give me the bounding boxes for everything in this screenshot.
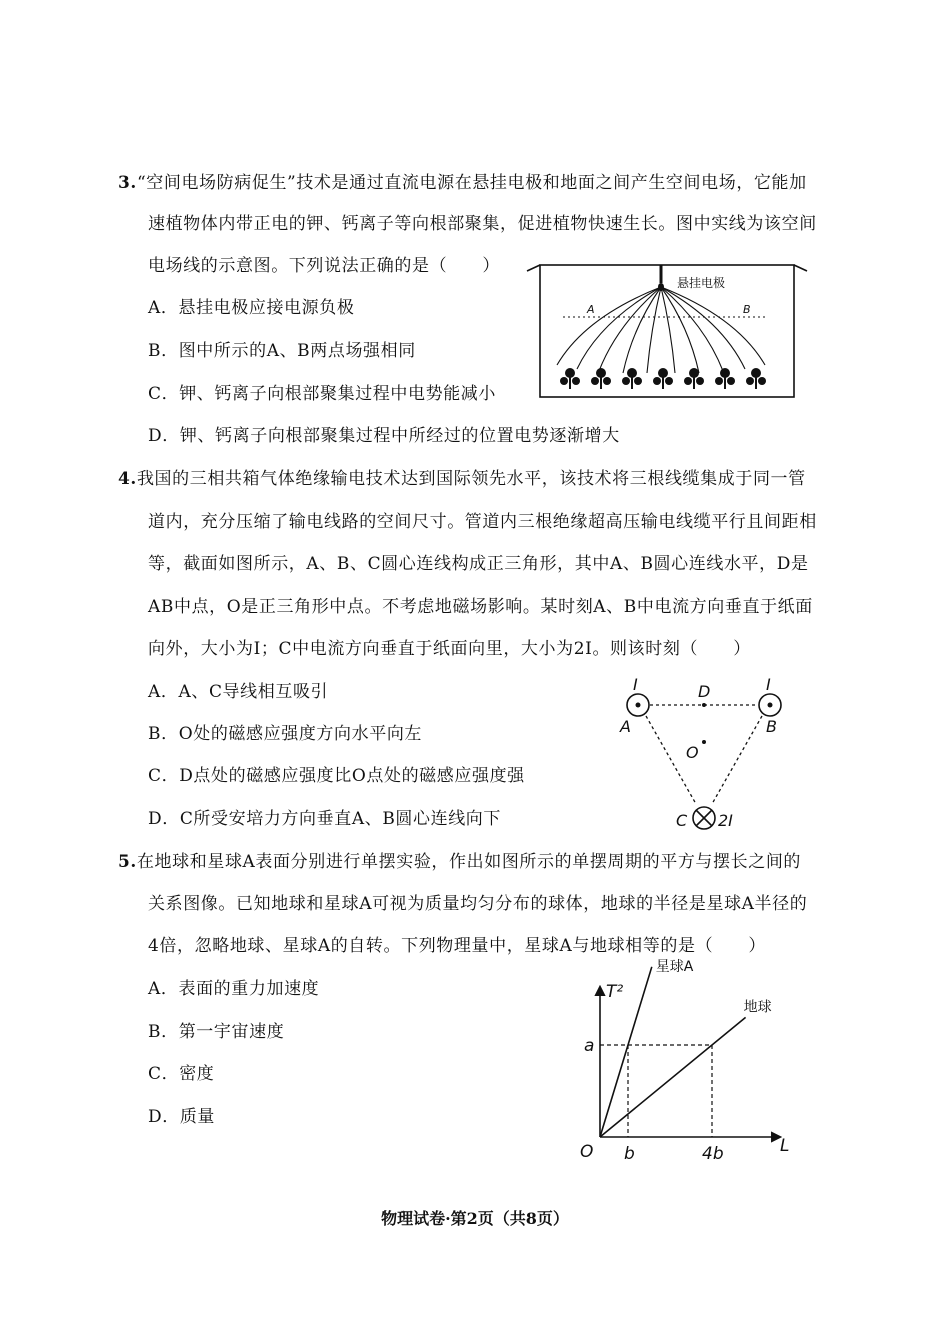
q4-option-b: B．O处的磁感应强度方向水平向左 bbox=[148, 724, 423, 744]
q5-option-d: D．质量 bbox=[148, 1107, 216, 1127]
q4-wires-figure bbox=[610, 670, 800, 840]
q3-electrode-tip bbox=[658, 283, 664, 291]
q4-label-c: C bbox=[676, 811, 688, 830]
q4-option-c: C．D点处的磁感应强度比O点处的磁感应强度强 bbox=[148, 766, 525, 786]
q5-option-b: B．第一宇宙速度 bbox=[148, 1022, 285, 1042]
q4-current-b: I bbox=[766, 675, 771, 694]
q4-current-a: I bbox=[633, 675, 638, 694]
q4-line-bc bbox=[712, 716, 762, 804]
q5-option-c: C．密度 bbox=[148, 1064, 215, 1084]
q3-box-right-lip bbox=[794, 265, 807, 271]
q3-option-c: C．钾、钙离子向根部聚集过程中电势能减小 bbox=[148, 384, 497, 404]
q4-line-4: AB中点，O是正三角形中点。不考虑地磁场影响。某时刻A、B中电流方向垂直于纸面 bbox=[148, 597, 813, 617]
y-axis-label: T² bbox=[606, 982, 624, 1002]
q5-line-2: 关系图像。已知地球和星球A可视为质量均匀分布的球体，地球的半径是星球A半径的 bbox=[148, 894, 808, 914]
plant-icon bbox=[684, 368, 704, 389]
y-tick-label-0: a bbox=[584, 1036, 595, 1056]
q4-number: 4. bbox=[118, 469, 137, 489]
q4-label-o: O bbox=[686, 743, 699, 762]
q4-label-d: D bbox=[698, 682, 711, 701]
q5-line-1: 5.在地球和星球A表面分别进行单摆实验，作出如图所示的单摆周期的平方与摆长之间的 bbox=[118, 852, 802, 872]
q4-label-a: A bbox=[620, 717, 631, 736]
plant-icon bbox=[715, 368, 735, 389]
plant-icon bbox=[591, 368, 611, 389]
q3-point-b-label: B bbox=[743, 303, 751, 316]
page-footer: 物理试卷·第2页（共8页） bbox=[381, 1209, 569, 1228]
q5-line-3: 4倍，忽略地球、星球A的自转。下列物理量中，星球A与地球相等的是（ ） bbox=[148, 936, 766, 956]
q5-option-a: A．表面的重力加速度 bbox=[148, 979, 320, 999]
q3-line-1: 3.“空间电场防病促生”技术是通过直流电源在悬挂电极和地面之间产生空间电场，它能加 bbox=[118, 173, 807, 193]
q3-number: 3. bbox=[118, 173, 137, 193]
q3-plants bbox=[560, 368, 766, 389]
q4-line-5: 向外，大小为I；C中电流方向垂直于纸面向里，大小为2I。则该时刻（ ） bbox=[148, 639, 751, 659]
q3-line-3: 电场线的示意图。下列说法正确的是（ ） bbox=[148, 256, 500, 276]
q4-point-d bbox=[702, 703, 706, 707]
q4-current-c: 2I bbox=[718, 811, 733, 830]
x-axis-label: L bbox=[780, 1136, 790, 1156]
q3-option-b: B．图中所示的A、B两点场强相同 bbox=[148, 341, 416, 361]
q3-field-lines bbox=[557, 287, 765, 373]
q5-chart bbox=[570, 958, 800, 1170]
q3-option-a: A．悬挂电极应接电源负极 bbox=[148, 298, 355, 318]
q3-electrode-label: 悬挂电极 bbox=[677, 276, 726, 290]
q4-line-3: 等，截面如图所示，A、B、C圆心连线构成正三角形，其中A、B圆心连线水平，D是 bbox=[148, 554, 809, 574]
q3-box-left-lip bbox=[527, 265, 540, 271]
plant-icon bbox=[653, 368, 673, 389]
q5-number: 5. bbox=[118, 852, 137, 872]
x-tick-label-0: b bbox=[624, 1144, 635, 1164]
q4-option-a: A．A、C导线相互吸引 bbox=[148, 682, 329, 702]
origin-label: O bbox=[580, 1142, 594, 1162]
series-label-0: 星球A bbox=[655, 958, 694, 975]
q3-field-figure bbox=[525, 255, 810, 410]
q4-label-b: B bbox=[766, 717, 777, 736]
series-label-1: 地球 bbox=[743, 999, 772, 1016]
q4-option-d: D．C所受安培力方向垂直A、B圆心连线向下 bbox=[148, 809, 502, 829]
q4-line-1: 4.我国的三相共箱气体绝缘输电技术达到国际领先水平，该技术将三根线缆集成于同一管 bbox=[118, 469, 806, 489]
plant-icon bbox=[560, 368, 580, 389]
x-tick-label-1: 4b bbox=[702, 1144, 724, 1164]
q3-line-2: 速植物体内带正电的钾、钙离子等向根部聚集，促进植物快速生长。图中实线为该空间 bbox=[148, 214, 817, 234]
q4-point-o bbox=[702, 740, 706, 744]
q4-line-2: 道内，充分压缩了输电线路的空间尺寸。管道内三根绝缘超高压输电线缆平行且间距相 bbox=[148, 512, 817, 532]
plant-icon bbox=[746, 368, 766, 389]
q3-point-a-label: A bbox=[587, 303, 595, 316]
q3-option-d: D．钾、钙离子向根部聚集过程中所经过的位置电势逐渐增大 bbox=[148, 426, 620, 446]
series-line-1 bbox=[600, 1017, 746, 1137]
plant-icon bbox=[622, 368, 642, 389]
